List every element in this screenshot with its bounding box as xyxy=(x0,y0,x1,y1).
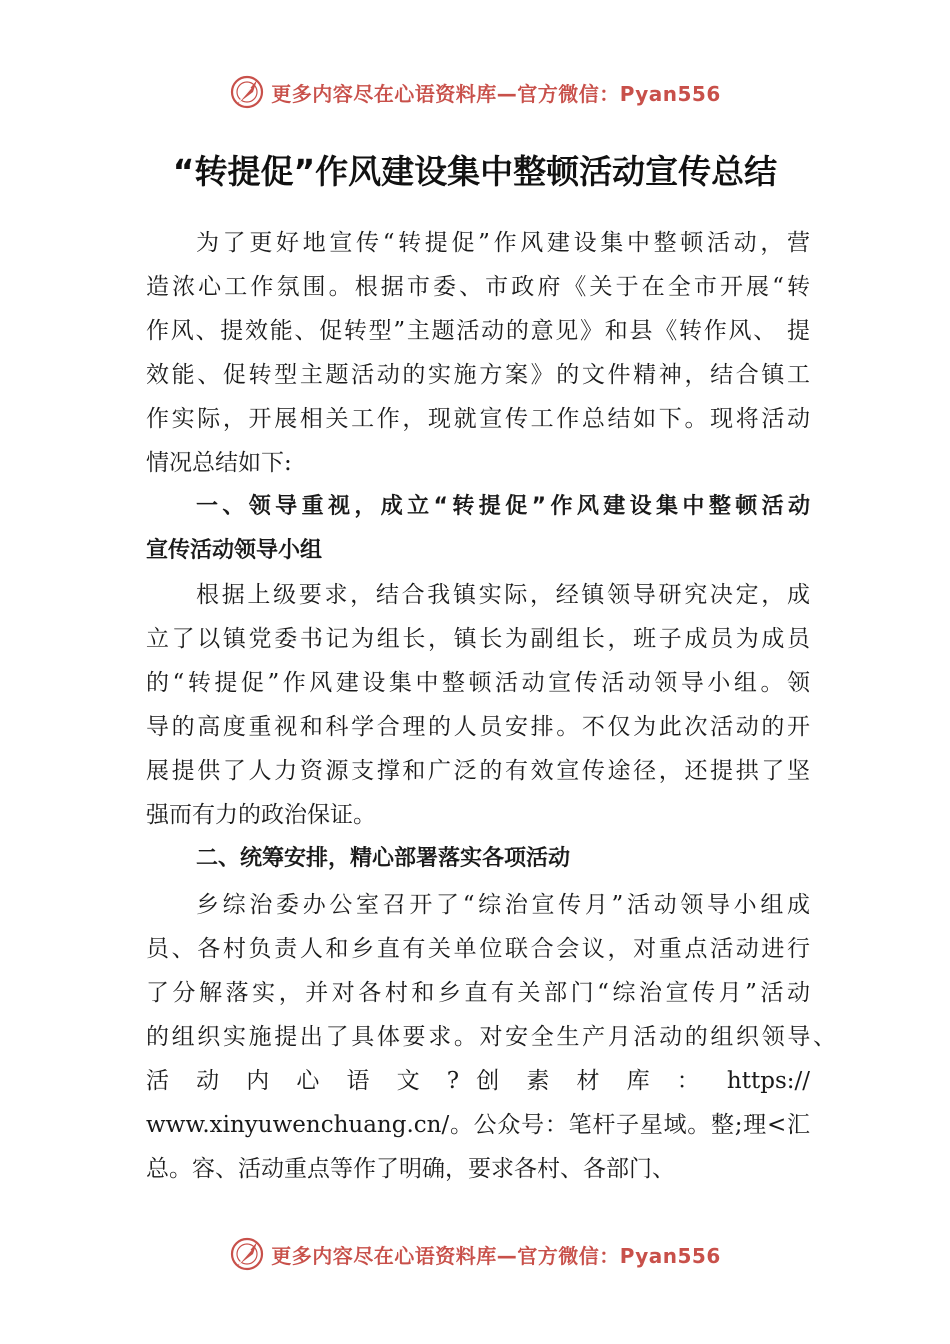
section-heading-2: 二、统筹安排，精心部署落实各项活动 xyxy=(196,846,571,871)
body-line: 造浓心工作氛围。根据市委、市政府《关于在全市开展“转 xyxy=(146,274,810,300)
body-line: 情况总结如下: xyxy=(146,450,292,476)
footer-watermark-text: 更多内容尽在心语资料库—官方微信：Pyan556 xyxy=(271,1243,721,1268)
body-line: 的组织实施提出了具体要求。对安全生产月活动的组织领导、 xyxy=(146,1024,836,1050)
body-line: 展提供了人力资源支撑和广泛的有效宣传途径，还提拱了坚 xyxy=(146,758,810,784)
section-heading-1: 一、领导重视，成立“转提促”作风建设集中整顿活动 xyxy=(196,494,810,519)
body-line: 作实际，开展相关工作，现就宣传工作总结如下。现将活动 xyxy=(146,406,810,432)
body-line: 总。容、活动重点等作了明确，要求各村、各部门、 xyxy=(146,1156,675,1182)
body-line: 为了更好地宣传“转提促”作风建设集中整顿活动，营 xyxy=(196,230,810,256)
body-line: 导的高度重视和科学合理的人员安排。不仅为此次活动的开 xyxy=(146,714,810,740)
header-watermark-text: 更多内容尽在心语资料库—官方微信：Pyan556 xyxy=(271,81,721,106)
body-line: 员、各村负责人和乡直有关单位联合会议，对重点活动进行 xyxy=(146,936,810,962)
body-line: 乡综治委办公室召开了“综治宣传月”活动领导小组成 xyxy=(196,892,810,918)
body-line: 了分解落实，并对各村和乡直有关部门“综治宣传月”活动 xyxy=(146,980,810,1006)
footer-watermark xyxy=(0,1232,950,1276)
body-line: 根据上级要求，结合我镇实际，经镇领导研究决定，成 xyxy=(196,582,810,608)
quill-seal-icon xyxy=(229,1236,265,1272)
body-line: 强而有力的政治保证。 xyxy=(146,802,376,828)
quill-seal-icon xyxy=(229,74,265,110)
body-line: 立了以镇党委书记为组长，镇长为副组长，班子成员为成员 xyxy=(146,626,810,652)
section-heading-1-cont: 宣传活动领导小组 xyxy=(146,538,323,563)
body-line: www.xinyuwenchuang.cn/。公众号：笔杆子星域。整;理<汇 xyxy=(146,1112,810,1138)
body-line: 活 动 内 心 语 文 ? 创 素 材 库 ： https:// xyxy=(146,1068,810,1094)
body-line: 作风、提效能、促转型”主题活动的意见》和县《转作风、 提 xyxy=(146,318,810,344)
body-line: 的“转提促”作风建设集中整顿活动宣传活动领导小组。领 xyxy=(146,670,810,696)
document-title: “转提促”作风建设集中整顿活动宣传总结 xyxy=(172,152,778,191)
body-line: 效能、促转型主题活动的实施方案》的文件精神，结合镇工 xyxy=(146,362,810,388)
header-watermark xyxy=(0,70,950,114)
